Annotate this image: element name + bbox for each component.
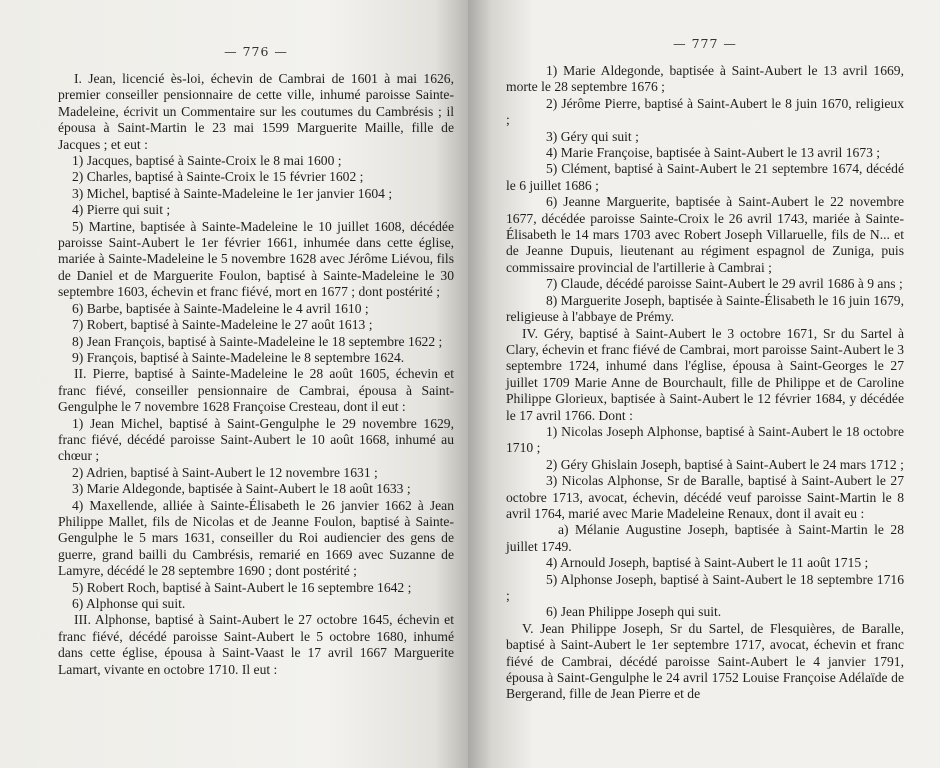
page-number-right: — 777 — (673, 36, 737, 51)
list-item: 2) Charles, baptisé à Sainte-Croix le 15 février 1602 ; (72, 169, 364, 185)
list-item: 5) Alphonse Joseph, baptisé à Saint-Aubert le 18 septembre 1716 ; (506, 571, 904, 603)
paragraph: IV. Géry, baptisé à Saint-Aubert le 3 octobre 1671, Sr du Sartel à Clary, échevin et franc fiévé de Cambrai, mort paroisse Saint-Aubert le 3 septembre 1724, inhumé dans l'église, épousa à Saint-Georges le 27 juillet 1709 Marie Anne de Bourchault, fille de Philippe et de Caroline Philippe Glorieux, baptisée à Saint-Aubert le 12 février 1684, y décédée le 17 avril 1766. Dont : (506, 325, 904, 423)
list-item: 1) Jean Michel, baptisé à Saint-Gengulphe le 29 novembre 1629, franc fiévé, décédé paroisse Saint-Aubert le 10 août 1668, inhumé au chœur ; (58, 415, 454, 464)
right-page (468, 0, 940, 768)
left-page (0, 0, 468, 768)
list-item: 4) Maxellende, alliée à Sainte-Élisabeth le 26 janvier 1662 à Jean Philippe Mallet, fils de Nicolas et de Jeanne Foulon, baptisé à Sainte-Gengulphe le 5 mars 1631, conseiller du Roi audiencier des gens de guerre, grand bailli du Cambrésis, remarié en 1669 avec Suzanne de Lamyre, décédé le 28 septembre 1690 ; dont postérité ; (58, 497, 454, 579)
list-item: 5) Clément, baptisé à Saint-Aubert le 21 septembre 1674, décédé le 6 juillet 1686 ; (506, 161, 904, 193)
paragraph: III. Alphonse, baptisé à Saint-Aubert le 27 octobre 1645, échevin et franc fiévé, décédé paroisse Saint-Aubert le 5 octobre 1680, inhumé dans cette église, épousa à Saint-Vaast le 17 avril 1667 Marguerite Lamart, vivante en octobre 1710. Il eut : (58, 612, 454, 677)
list-item: 1) Marie Aldegonde, baptisée à Saint-Aubert le 13 avril 1669, morte le 28 septembre 1676 ; (506, 63, 904, 95)
list-item: 7) Robert, baptisé à Sainte-Madeleine le 27 août 1613 ; (72, 317, 373, 333)
list-item: 2) Géry Ghislain Joseph, baptisé à Saint-Aubert le 24 mars 1712 ; (546, 456, 904, 472)
list-item: 8) Jean François, baptisé à Sainte-Madeleine le 18 septembre 1622 ; (72, 333, 443, 349)
list-item: 4) Arnould Joseph, baptisé à Saint-Aubert le 11 août 1715 ; (546, 555, 869, 571)
paragraph: I. Jean, licencié ès-loi, échevin de Cambrai de 1601 à mai 1626, premier conseiller pensionnaire de cette ville, inhumé paroisse Sainte-Madeleine, écrivit un Commentaire sur les coutumes du Cambrésis ; il épousa à Saint-Martin le 23 mai 1599 Marguerite Maille, fille de Jacques ; et eut : (58, 71, 454, 152)
list-item: 6) Jean Philippe Joseph qui suit. (546, 604, 722, 620)
list-item: 6) Barbe, baptisée à Sainte-Madeleine le 4 avril 1610 ; (72, 300, 369, 316)
list-item: 6) Jeanne Marguerite, baptisée à Saint-Aubert le 22 novembre 1677, décédée paroisse Sainte-Croix le 26 avril 1743, mariée à Sainte-Élisabeth le 14 mars 1703 avec Robert Joseph Villaruelle, fils de N... et de Jeanne Dupuis, lieutenant au régiment espagnol de Zuniga, puis commissaire provincial de l'artillerie à Cambrai ; (506, 194, 904, 275)
list-item: 7) Claude, décédé paroisse Saint-Aubert le 29 avril 1686 à 9 ans ; (546, 276, 903, 292)
list-item: 1) Jacques, baptisé à Sainte-Croix le 8 mai 1600 ; (72, 153, 342, 169)
list-item: a) Mélanie Augustine Joseph, baptisée à Saint-Martin le 28 juillet 1749. (506, 522, 904, 554)
page-number-left: — 776 — (224, 44, 288, 59)
list-item: 2) Adrien, baptisé à Saint-Aubert le 12 novembre 1631 ; (72, 464, 378, 480)
right-page-text (506, 63, 904, 703)
list-item: 5) Robert Roch, baptisé à Saint-Aubert le 16 septembre 1642 ; (72, 579, 412, 595)
list-item: 1) Nicolas Joseph Alphonse, baptisé à Saint-Aubert le 18 octobre 1710 ; (506, 423, 904, 456)
left-page-text (58, 71, 454, 678)
list-item: 2) Jérôme Pierre, baptisé à Saint-Aubert le 8 juin 1670, religieux ; (506, 95, 904, 128)
list-item: 5) Martine, baptisée à Sainte-Madeleine le 10 juillet 1608, décédée paroisse Saint-Aubert le 1er février 1661, inhumée dans cette église, mariée à Sainte-Madeleine le 5 novembre 1628 avec Jérôme Liévou, fils de Daniel et de Marguerite Foulon, baptisé à Sainte-Madeleine le 30 septembre 1603, échevin et franc fiévé, mort en 1677 ; dont postérité ; (58, 218, 454, 300)
paragraph: V. Jean Philippe Joseph, Sr du Sartel, de Flesquières, de Baralle, baptisé à Saint-Aubert le 1er septembre 1717, avocat, échevin et franc fiévé de Cambrai, décédé paroisse Saint-Aubert le 4 janvier 1791, épousa à Saint-Gengulphe le 24 avril 1752 Louise Françoise Adélaïde de Bergerand, fille de Jean Pierre et de (506, 620, 904, 702)
list-item: 8) Marguerite Joseph, baptisée à Sainte-Élisabeth le 16 juin 1679, religieuse à l'abbaye de Prémy. (506, 292, 904, 325)
paragraph: II. Pierre, baptisé à Sainte-Madeleine le 28 août 1605, échevin et franc fiévé, conseiller pensionnaire de Cambrai, épousa à Saint-Gengulphe le 7 novembre 1628 Françoise Cresteau, dont il eut : (58, 366, 454, 415)
list-item: 4) Marie Françoise, baptisée à Saint-Aubert le 13 avril 1673 ; (546, 145, 881, 161)
list-item: 3) Géry qui suit ; (546, 128, 639, 144)
list-item: 9) François, baptisé à Sainte-Madeleine le 8 septembre 1624. (72, 349, 405, 365)
list-item: 3) Marie Aldegonde, baptisée à Saint-Aubert le 18 août 1633 ; (72, 481, 411, 497)
list-item: 6) Alphonse qui suit. (72, 596, 186, 611)
list-item: 3) Nicolas Alphonse, Sr de Baralle, baptisé à Saint-Aubert le 27 octobre 1713, avocat, échevin, décédé veuf paroisse Saint-Martin le 8 avril 1764, marié avec Marie Madeleine Renaux, dont il avait eu : (506, 473, 904, 521)
list-item: 3) Michel, baptisé à Sainte-Madeleine le 1er janvier 1604 ; (72, 185, 393, 201)
list-item: 4) Pierre qui suit ; (72, 202, 171, 218)
